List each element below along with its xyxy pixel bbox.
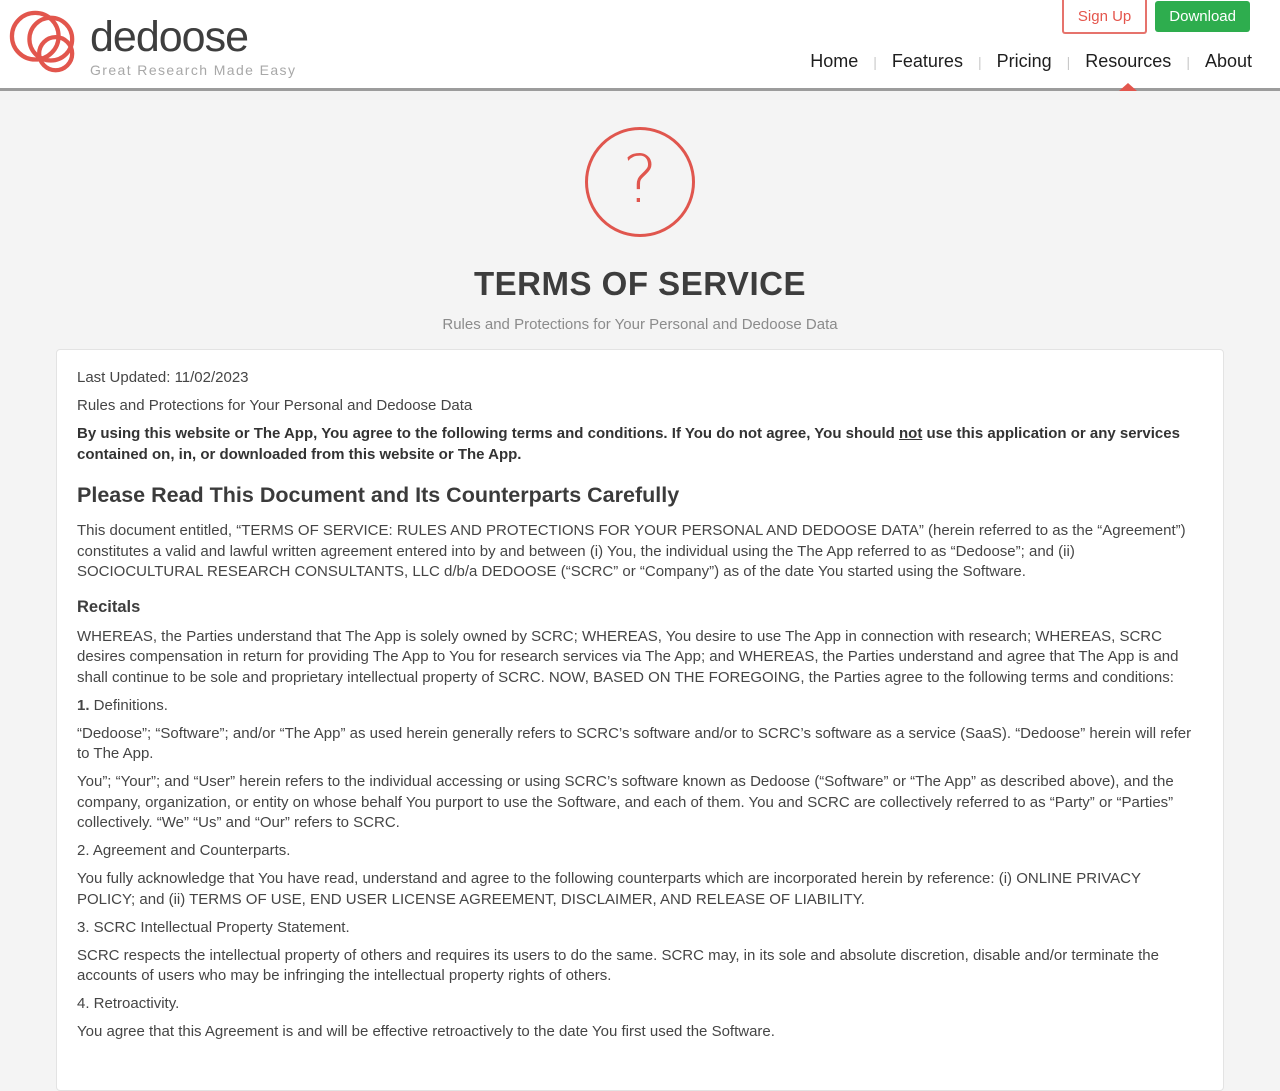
nav-item-about[interactable]: About <box>1204 51 1252 71</box>
sign-up-button[interactable]: Sign Up <box>1062 0 1147 34</box>
nav-item-home[interactable]: Home <box>810 51 859 71</box>
nav-separator: | <box>977 53 982 70</box>
active-nav-caret-icon <box>1119 83 1137 91</box>
header-actions <box>1062 0 1250 34</box>
paragraph-counterparts: You fully acknowledge that You have read, understand and agree to the following counterparts which are incorporated herein by reference: (i) ONLINE PRIVACY POLICY; and (ii) TERMS OF USE, END USER LICENSE AGREEMENT, DISCLAIMER, AND RELEASE OF LIABILITY. <box>77 870 1141 908</box>
logo-wordmark: dedoose <box>90 13 248 61</box>
main-nav <box>810 51 1252 72</box>
nav-item-pricing[interactable]: Pricing <box>996 51 1052 71</box>
site-header <box>0 0 1280 91</box>
terms-content-card <box>56 349 1224 1091</box>
dedoose-logo[interactable] <box>6 9 296 78</box>
paragraph-you-definition: You”; “Your”; and “User” herein refers to the individual accessing or using SCRC’s software known as Dedoose (“Software” or “The App” as described above), and the company, organization, or entity on whose behalf You purport to use the Software, and each of them. You and SCRC are collectively referred to as “Party” or “Parties” collectively. “We” “Us” and “Our” refers to SCRC. <box>77 773 1174 831</box>
nav-item-resources[interactable]: Resources <box>1085 51 1172 71</box>
term-retroactivity: 4. Retroactivity. <box>77 995 180 1012</box>
dedoose-logo-icon <box>6 9 82 77</box>
term-ip-statement: 3. SCRC Intellectual Property Statement. <box>77 918 350 936</box>
section-heading-read-carefully: Please Read This Document and Its Counterparts Carefully <box>77 483 680 507</box>
term-agreement-counterparts: 2. Agreement and Counterparts. <box>77 842 291 859</box>
logo-tagline: Great Research Made Easy <box>90 62 297 78</box>
intro-line: Rules and Protections for Your Personal and Dedoose Data <box>77 397 473 414</box>
page-title: TERMS OF SERVICE <box>474 265 806 302</box>
term-definitions: 1. Definitions. <box>77 696 168 714</box>
question-mark-icon: ? <box>585 127 695 237</box>
paragraph-dedoose-definition: “Dedoose”; “Software”; and/or “The App” as used herein generally refers to SCRC’s software and/or to SCRC’s software as a service (SaaS). “Dedoose” herein will refer to The App. <box>77 724 1192 762</box>
recitals-paragraph: WHEREAS, the Parties understand that The App is solely owned by SCRC; WHEREAS, You desire to use The App in connection with research; WHEREAS, SCRC desires compensation in return for providing The App to You for research services via The App; and WHEREAS, the Parties understand and agree that The App is and shall continue to be sole and proprietary intellectual property of SCRC. NOW, BASED ON THE FOREGOING, the Parties agree to the following terms and conditions: <box>77 627 1179 686</box>
notice-emphasis: not <box>899 425 923 442</box>
last-updated-text: Last Updated: 11/02/2023 <box>77 369 249 386</box>
nav-item-features[interactable]: Features <box>891 51 963 71</box>
hero-section <box>0 91 1280 333</box>
agreement-notice: By using this website or The App, You agree to the following terms and conditions. If You do not agree, You should not use this application or any services contained on, in, or downloaded from this website or The App. <box>77 425 1180 463</box>
nav-separator: | <box>873 53 877 70</box>
recitals-heading: Recitals <box>77 597 141 616</box>
download-button[interactable]: Download <box>1155 1 1250 32</box>
page-subtitle: Rules and Protections for Your Personal and Dedoose Data <box>442 316 838 333</box>
nav-separator: | <box>1066 53 1071 70</box>
paragraph-retroactivity: You agree that this Agreement is and will be effective retroactively to the date You first used the Software. <box>77 1023 775 1040</box>
paragraph-ip: SCRC respects the intellectual property of others and requires its users to do the same. SCRC may, in its sole and absolute discretion, disable and/or terminate the accounts of users who may be infringing the intellectual property rights of others. <box>77 946 1159 984</box>
document-paragraph: This document entitled, “TERMS OF SERVICE: RULES AND PROTECTIONS FOR YOUR PERSONAL AND DEDOOSE DATA” (herein referred to as the “Agreement”) constitutes a valid and lawful written agreement entered into by and between (i) You, the individual using the The App referred to as “Dedoose”; and (ii) SOCIOCULTURAL RESEARCH CONSULTANTS, LLC d/b/a DEDOOSE (“SCRC” or “Company”) as of the date You started using the Software. <box>77 522 1186 580</box>
nav-separator: | <box>1186 53 1190 70</box>
